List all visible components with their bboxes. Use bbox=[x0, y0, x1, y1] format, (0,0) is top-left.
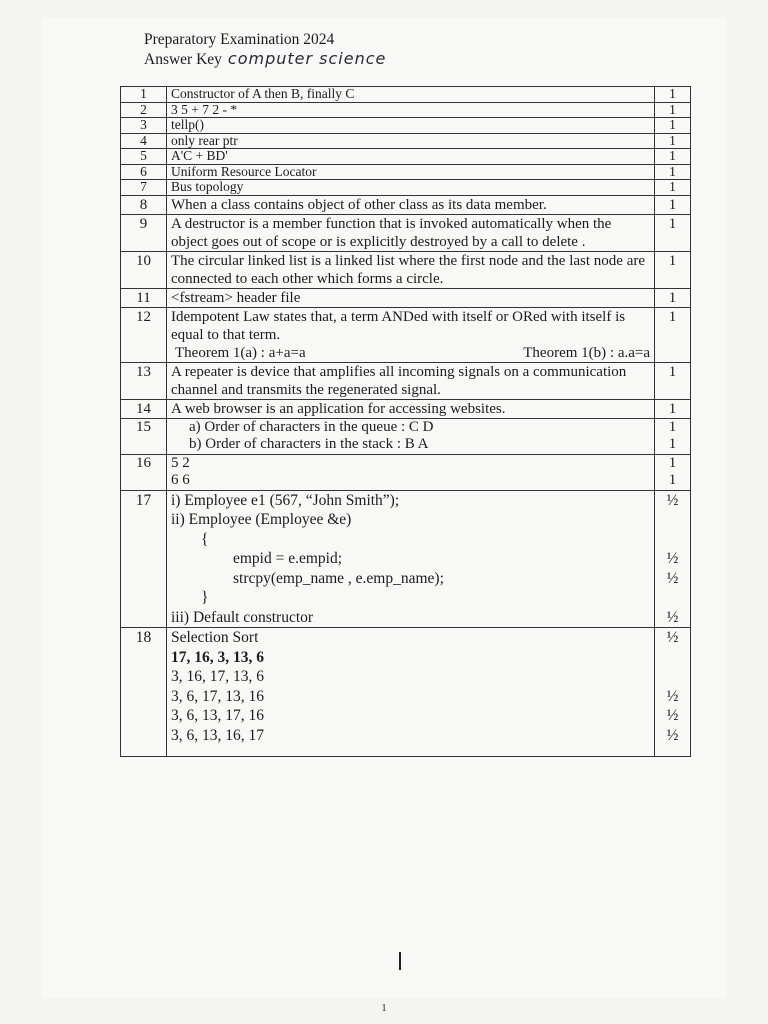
table-row bbox=[121, 133, 691, 149]
answer-line: strcpy(emp_name , e.emp_name); bbox=[233, 569, 444, 587]
answer-cell bbox=[167, 490, 655, 628]
question-number: 10 bbox=[121, 251, 167, 288]
sort-pass: 3, 6, 13, 16, 17 bbox=[171, 726, 264, 744]
answer-cell bbox=[167, 307, 655, 362]
question-number: 9 bbox=[121, 214, 167, 251]
marks-cell bbox=[655, 418, 691, 454]
sort-pass: 3, 6, 13, 17, 16 bbox=[171, 707, 264, 724]
answer-line: ii) Employee (Employee &e) bbox=[171, 511, 352, 528]
marks-value: 1 bbox=[668, 454, 677, 471]
answer-cell bbox=[167, 164, 655, 180]
table-row bbox=[121, 628, 691, 757]
marks-cell bbox=[655, 490, 691, 628]
answer-cell bbox=[167, 180, 655, 196]
marks-value: ½ bbox=[666, 608, 679, 626]
table-row bbox=[121, 399, 691, 418]
answer-text: <fstream> header file bbox=[171, 289, 301, 306]
answer-cell bbox=[167, 628, 655, 757]
marks-value: ½ bbox=[666, 687, 679, 705]
marks-value: 1 bbox=[668, 472, 677, 488]
answer-cell bbox=[167, 214, 655, 251]
theorem-line bbox=[171, 344, 650, 362]
answer-line: b) Order of characters in the stack : B A bbox=[189, 436, 429, 452]
answer-line: { bbox=[201, 530, 209, 548]
answer-line: 5 2 bbox=[171, 454, 190, 471]
answer-line: empid = e.empid; bbox=[233, 550, 343, 567]
question-number: 15 bbox=[121, 418, 167, 454]
marks-cell: 1 bbox=[655, 164, 691, 180]
marks-cell: 1 bbox=[655, 288, 691, 307]
answer-text: Idempotent Law states that, a term ANDed with itself or ORed with itself is equal to that term. bbox=[171, 308, 626, 343]
answer-text: Uniform Resource Locator bbox=[171, 163, 317, 179]
answer-text: 3 5 + 7 2 - * bbox=[171, 101, 238, 117]
answer-cell bbox=[167, 418, 655, 454]
answer-text: tellp() bbox=[171, 117, 204, 132]
theorem-a: Theorem 1(a) : a+a=a bbox=[175, 344, 306, 361]
marks-value: ½ bbox=[666, 569, 679, 587]
marks-value: ½ bbox=[666, 491, 679, 509]
answer-cell bbox=[167, 118, 655, 134]
question-number: 5 bbox=[121, 149, 167, 165]
marks-cell: 1 bbox=[655, 362, 691, 399]
question-number: 6 bbox=[121, 164, 167, 180]
theorem-b: Theorem 1(b) : a.a=a bbox=[523, 344, 650, 361]
answer-key-label: Answer Key bbox=[144, 51, 222, 68]
answer-text: The circular linked list is a linked list where the first node and the last node are connected to each other which forms a circle. bbox=[171, 252, 646, 287]
marks-cell: 1 bbox=[655, 399, 691, 418]
page-number: 1 bbox=[381, 1003, 387, 1014]
marks-value: ½ bbox=[666, 629, 679, 646]
question-number: 16 bbox=[121, 454, 167, 490]
sort-pass: 3, 6, 17, 13, 16 bbox=[171, 687, 264, 705]
answer-line: iii) Default constructor bbox=[171, 608, 314, 626]
sort-pass: 3, 16, 17, 13, 6 bbox=[171, 668, 264, 685]
answer-text: A destructor is a member function that is invoked automatically when the object goes out of scope or is explicitly destroyed by a call to delete . bbox=[171, 215, 612, 250]
answer-key-line bbox=[144, 49, 386, 69]
table-row bbox=[121, 118, 691, 134]
question-number: 7 bbox=[121, 180, 167, 196]
sort-pass: 17, 16, 3, 13, 6 bbox=[171, 648, 264, 666]
answer-text: A web browser is an application for accessing websites. bbox=[171, 400, 506, 417]
marks-value: ½ bbox=[666, 707, 679, 724]
table-row bbox=[121, 251, 691, 288]
answer-line: a) Order of characters in the queue : C D bbox=[189, 418, 434, 435]
marks-cell: 1 bbox=[655, 307, 691, 362]
answer-cell bbox=[167, 102, 655, 118]
marks-value: ½ bbox=[666, 550, 679, 567]
question-number: 2 bbox=[121, 102, 167, 118]
marks-cell bbox=[655, 628, 691, 757]
answer-cell bbox=[167, 362, 655, 399]
table-row bbox=[121, 164, 691, 180]
marks-cell: 1 bbox=[655, 102, 691, 118]
question-number: 13 bbox=[121, 362, 167, 399]
table-row bbox=[121, 454, 691, 490]
answer-line: Selection Sort bbox=[171, 629, 259, 646]
table-row bbox=[121, 180, 691, 196]
marks-value: ½ bbox=[666, 726, 679, 744]
table-row bbox=[121, 362, 691, 399]
question-number: 14 bbox=[121, 399, 167, 418]
question-number: 18 bbox=[121, 628, 167, 757]
answer-cell bbox=[167, 251, 655, 288]
table-row bbox=[121, 195, 691, 214]
answer-line: } bbox=[201, 589, 209, 606]
answer-cell bbox=[167, 288, 655, 307]
table-row bbox=[121, 149, 691, 165]
marks-cell: 1 bbox=[655, 149, 691, 165]
table-row bbox=[121, 214, 691, 251]
marks-cell: 1 bbox=[655, 214, 691, 251]
marks-cell: 1 bbox=[655, 180, 691, 196]
table-row bbox=[121, 102, 691, 118]
marks-cell: 1 bbox=[655, 251, 691, 288]
answer-cell bbox=[167, 149, 655, 165]
answer-key-table bbox=[120, 86, 691, 757]
answer-text: Bus topology bbox=[171, 179, 244, 194]
answer-line: 6 6 bbox=[171, 472, 190, 488]
question-number: 12 bbox=[121, 307, 167, 362]
marks-value: 1 bbox=[668, 418, 677, 435]
question-number: 8 bbox=[121, 195, 167, 214]
table-row bbox=[121, 418, 691, 454]
marks-cell: 1 bbox=[655, 118, 691, 134]
answer-text: When a class contains object of other class as its data member. bbox=[171, 196, 547, 213]
answer-text: A repeater is device that amplifies all incoming signals on a communication channel and transmits the regenerated signal. bbox=[171, 363, 627, 398]
answer-cell bbox=[167, 133, 655, 149]
question-number: 3 bbox=[121, 118, 167, 134]
table-row bbox=[121, 307, 691, 362]
document-header bbox=[144, 30, 386, 69]
answer-cell bbox=[167, 454, 655, 490]
marks-cell: 1 bbox=[655, 133, 691, 149]
question-number: 11 bbox=[121, 288, 167, 307]
question-number: 17 bbox=[121, 490, 167, 628]
answer-text: only rear ptr bbox=[171, 132, 238, 148]
handwritten-subject: computer science bbox=[227, 49, 387, 68]
table-row bbox=[121, 288, 691, 307]
marks-value: 1 bbox=[668, 436, 677, 452]
table-row bbox=[121, 87, 691, 103]
marks-cell bbox=[655, 454, 691, 490]
answer-text: Constructor of A then B, finally C bbox=[171, 86, 355, 101]
answer-cell bbox=[167, 87, 655, 103]
marks-cell: 1 bbox=[655, 195, 691, 214]
answer-cell bbox=[167, 399, 655, 418]
answer-rows bbox=[121, 87, 691, 419]
marks-cell: 1 bbox=[655, 87, 691, 103]
pen-mark bbox=[399, 952, 401, 970]
table-row bbox=[121, 490, 691, 628]
question-number: 1 bbox=[121, 87, 167, 103]
answer-line: i) Employee e1 (567, “John Smith”); bbox=[171, 491, 400, 509]
answer-cell bbox=[167, 195, 655, 214]
question-number: 4 bbox=[121, 133, 167, 149]
answer-rows-extra bbox=[121, 418, 691, 757]
exam-title: Preparatory Examination 2024 bbox=[144, 31, 335, 48]
answer-text: A'C + BD' bbox=[171, 148, 228, 163]
